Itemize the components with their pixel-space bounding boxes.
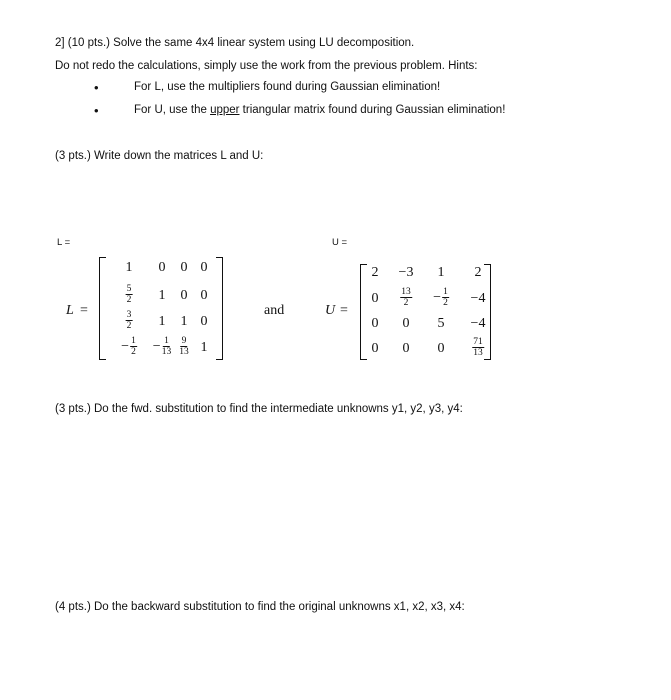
matrix-u-cell: 0 [371,291,379,306]
matrix-l-cell: 0 [180,260,188,275]
matrix-l-cell: 0 [200,314,208,329]
matrix-l-right-bracket [216,257,223,360]
problem-instruction: Do not redo the calculations, simply use the work from the previous problem. Hints: [55,60,478,72]
matrix-l-cell: 1 [180,314,188,329]
matrix-u-cell: 0 [402,316,410,331]
matrix-l-cell: 0 [200,288,208,303]
matrix-u-cell: −4 [470,291,486,306]
hint-u-prefix: For U, use the [134,104,211,116]
matrix-u-cell: 0 [371,316,379,331]
matrix-l-cell: 1 [158,288,166,303]
matrix-u-cell: $\frac{71}{13}$ [473,337,483,358]
matrix-u-cell: 5 [437,316,445,331]
matrix-l-cell: $\frac{5}{2}$ [126,284,132,305]
matrix-u-cell: 0 [402,341,410,356]
hint-u-suffix: triangular matrix found during Gaussian elimination! [239,104,506,116]
matrix-l-cell: $\frac{9}{13}$ [179,336,189,357]
matrix-u-cell: 2 [371,265,379,280]
matrix-u-cell: 1 [437,265,445,280]
l-label: L = [57,237,71,248]
bullet-icon: • [94,103,99,118]
matrix-l-equals: = [80,303,88,318]
matrix-l-cell: − $\frac{1}{2}$ [121,336,136,357]
matrix-u-name: U [325,303,336,318]
u-label: U = [332,237,348,248]
matrix-u-cell: 2 [474,265,482,280]
matrix-u-cell: 0 [437,341,445,356]
bullet-icon: • [94,80,99,95]
matrix-l-cell: − $\frac{1}{13}$ [152,336,172,357]
hint-u [134,104,505,116]
matrix-u-cell: 0 [371,341,379,356]
hint-u-underlined: upper [210,104,240,116]
matrix-l-left-bracket [99,257,106,360]
matrix-u-equals: = [340,303,348,318]
part3-prompt: (4 pts.) Do the backward substitution to find the original unknowns x1, x2, x3, x4: [55,601,465,613]
matrix-u-cell: − $\frac{1}{2}$ [433,287,448,308]
matrix-l-cell: 0 [180,288,188,303]
matrix-u-cell: $\frac{13}{2}$ [401,287,411,308]
part2-prompt: (3 pts.) Do the fwd. substitution to find the intermediate unknowns y1, y2, y3, y4: [55,403,463,415]
matrix-l-cell: $\frac{3}{2}$ [126,310,132,331]
part1-prompt: (3 pts.) Write down the matrices L and U: [55,150,264,162]
matrix-l-cell: 0 [200,260,208,275]
problem-title: 2] (10 pts.) Solve the same 4x4 linear system using LU decomposition. [55,37,415,49]
hint-l: For L, use the multipliers found during Gaussian elimination! [134,81,441,93]
matrix-l-cell: 1 [200,340,208,355]
matrix-l-cell: 0 [158,260,166,275]
matrix-u-cell: −4 [470,316,486,331]
matrix-u-cell: −3 [398,265,414,280]
matrix-l-cell: 1 [158,314,166,329]
matrix-l-name: L [66,303,74,318]
matrix-l-cell: 1 [125,260,133,275]
and-text: and [264,303,285,318]
